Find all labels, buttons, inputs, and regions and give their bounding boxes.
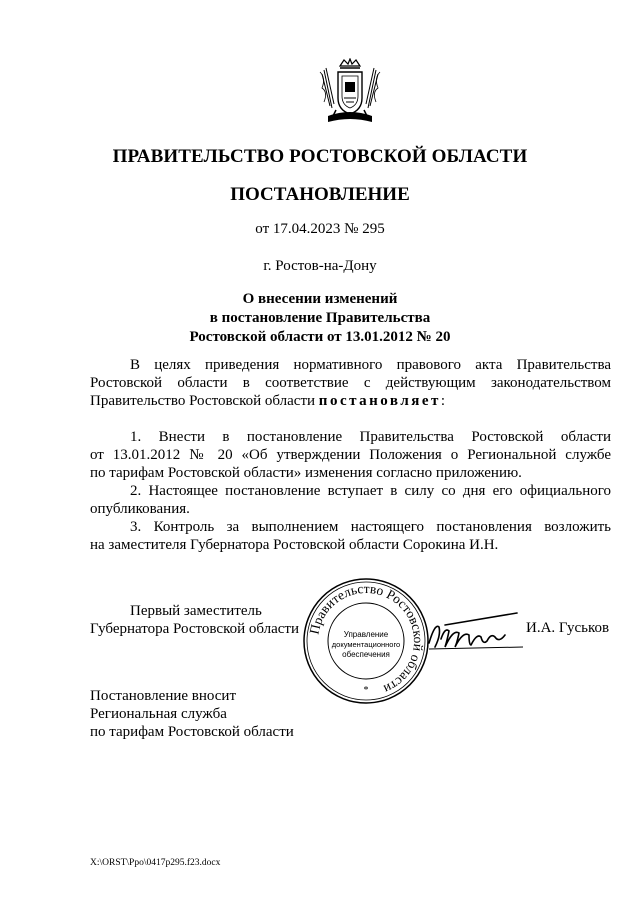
official-seal xyxy=(302,577,430,705)
document-date-number: от 17.04.2023 № 295 xyxy=(255,221,385,237)
document-city: г. Ростов-на-Дону xyxy=(263,258,377,274)
coat-of-arms-emblem xyxy=(318,58,382,126)
handwritten-signature xyxy=(425,605,525,657)
paragraph-line: на заместителя Губернатора Ростовской области Сорокина И.Н. xyxy=(90,537,499,553)
footer-line: Региональная служба xyxy=(90,706,227,722)
organization-title: ПРАВИТЕЛЬСТВО РОСТОВСКОЙ ОБЛАСТИ xyxy=(112,146,528,167)
paragraph-line: от 13.01.2012 № 20 «Об утверждении Положения о Региональной службе xyxy=(90,447,611,463)
seal-star-icon: * xyxy=(363,685,369,696)
document-subject xyxy=(0,290,640,347)
submitted-by-note xyxy=(90,687,294,741)
subject-line: в постановление Правительства xyxy=(209,310,431,326)
paragraph-line: 2. Настоящее постановление вступает в силу со дня его официального xyxy=(130,483,611,499)
paragraph-line xyxy=(90,392,611,410)
preamble-colon: : xyxy=(440,393,446,409)
paragraph-line: 1. Внести в постановление Правительства Ростовской области xyxy=(130,429,611,445)
signatory-title-line: Губернатора Ростовской области xyxy=(90,621,300,637)
signatory-name: И.А. Гуськов xyxy=(526,620,610,636)
seal-center-text: Управление xyxy=(343,630,389,639)
paragraph-line: опубликования. xyxy=(90,501,190,517)
subject-line: О внесении изменений xyxy=(242,291,398,307)
seal-center-text: документационного xyxy=(331,640,401,649)
signatory-title xyxy=(90,602,299,638)
footer-line: Постановление вносит xyxy=(90,688,237,704)
seal-center-text: обеспечения xyxy=(342,650,390,659)
resolves-word: постановляет xyxy=(318,393,441,409)
paragraph-line: В целях приведения нормативного правового акта Правительства xyxy=(130,357,611,373)
document-type: ПОСТАНОВЛЕНИЕ xyxy=(230,184,410,205)
file-path: X:\ORST\Ppo\0417p295.f23.docx xyxy=(90,858,221,868)
paragraph-line: 3. Контроль за выполнением настоящего постановления возложить xyxy=(130,519,611,535)
item-3-paragraph xyxy=(90,518,611,554)
preamble-text: Правительство Ростовской области xyxy=(90,393,319,409)
footer-line: по тарифам Ростовской области xyxy=(90,724,294,740)
signatory-title-line: Первый заместитель xyxy=(130,603,262,619)
item-2-paragraph xyxy=(90,482,611,518)
seal-ring-text: Правительство Ростовской области xyxy=(306,580,427,698)
paragraph-line: Ростовской области в соответствие с действующим законодательством xyxy=(90,375,611,391)
preamble-paragraph xyxy=(90,356,611,410)
paragraph-line: по тарифам Ростовской области» изменения согласно приложению. xyxy=(90,465,522,481)
subject-line: Ростовской области от 13.01.2012 № 20 xyxy=(189,329,451,345)
item-1-paragraph xyxy=(90,428,611,482)
